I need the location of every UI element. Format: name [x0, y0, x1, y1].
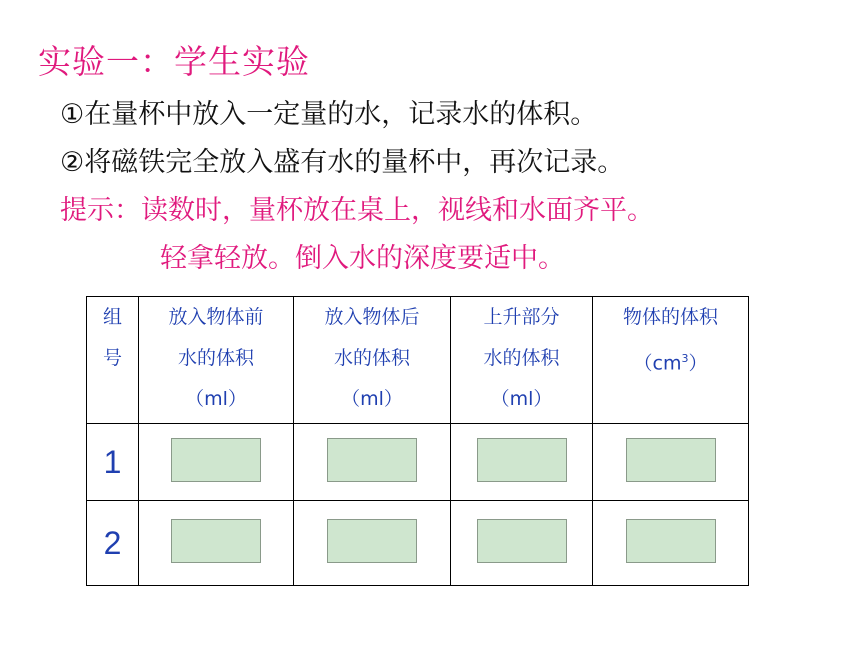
- header-line: 放入物体后: [324, 306, 420, 328]
- record-table: [86, 296, 749, 586]
- header-object-volume: [593, 297, 749, 424]
- header-line: （ml）: [341, 388, 403, 410]
- answer-input-box[interactable]: [477, 519, 567, 563]
- header-line: 水的体积: [177, 347, 254, 369]
- unit-close-paren: ）: [688, 352, 708, 375]
- table-cell: [139, 501, 294, 586]
- header-line: （ml）: [490, 388, 553, 410]
- table-cell: [451, 424, 593, 501]
- header-line: 组: [102, 306, 122, 328]
- header-volume-after: [294, 297, 451, 424]
- unit-superscript: 3: [681, 352, 689, 365]
- group-number: 1: [87, 424, 139, 501]
- step-2-text: ②将磁铁完全放入盛有水的量杯中，再次记录。: [60, 147, 625, 178]
- table-row: [87, 424, 749, 501]
- table-cell: [294, 424, 451, 501]
- table-cell: [593, 501, 749, 586]
- page-title: 实验一：学生实验: [38, 42, 310, 81]
- hint-text-line-2: 轻拿轻放。倒入水的深度要适中。: [160, 243, 565, 274]
- table-cell: [451, 501, 593, 586]
- answer-input-box[interactable]: [171, 519, 261, 563]
- header-line: （ml）: [185, 388, 247, 410]
- answer-input-box[interactable]: [477, 438, 567, 482]
- table-row: [87, 501, 749, 586]
- table-cell: [593, 424, 749, 501]
- header-line: 号: [102, 347, 122, 369]
- header-volume-risen: [451, 297, 593, 424]
- header-line: 上升部分: [483, 306, 560, 328]
- header-line: 放入物体前: [168, 306, 264, 328]
- answer-input-box[interactable]: [327, 519, 417, 563]
- answer-input-box[interactable]: [327, 438, 417, 482]
- answer-input-box[interactable]: [626, 519, 716, 563]
- hint-text-line-1: 提示：读数时，量杯放在桌上，视线和水面齐平。: [60, 195, 654, 226]
- unit-text: （cm: [633, 352, 682, 375]
- table-cell: [294, 501, 451, 586]
- table-header-row: [87, 297, 749, 424]
- header-unit-line: [593, 338, 748, 384]
- table-cell: [139, 424, 294, 501]
- header-volume-before: [139, 297, 294, 424]
- group-number: 2: [87, 501, 139, 586]
- header-line: 水的体积: [333, 347, 410, 369]
- header-line: 水的体积: [483, 347, 560, 369]
- step-1-text: ①在量杯中放入一定量的水，记录水的体积。: [60, 99, 598, 130]
- header-line: 物体的体积: [622, 306, 718, 328]
- answer-input-box[interactable]: [171, 438, 261, 482]
- answer-input-box[interactable]: [626, 438, 716, 482]
- header-group-number: [87, 297, 139, 424]
